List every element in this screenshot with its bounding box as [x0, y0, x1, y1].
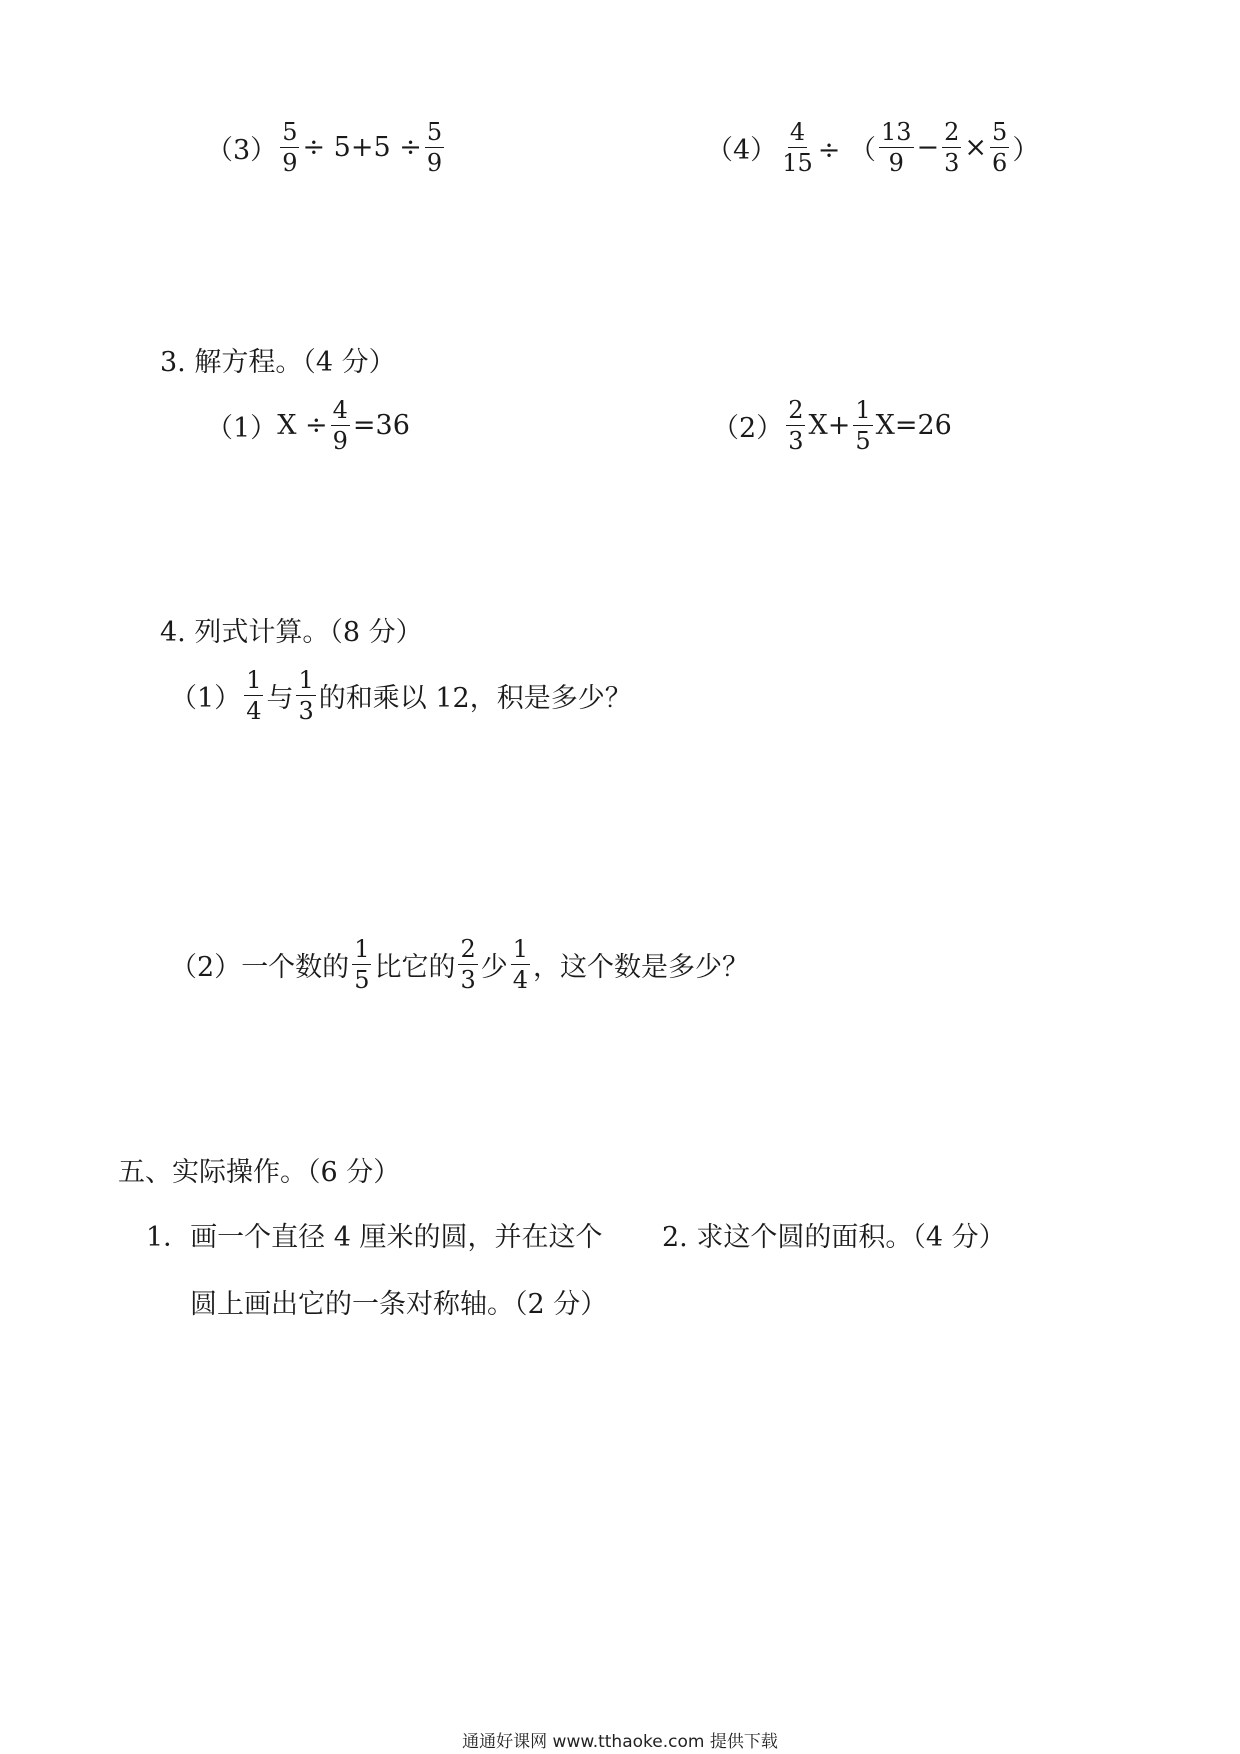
- expression-text: −: [916, 132, 940, 163]
- problem-label: （2）: [712, 413, 784, 444]
- problem-label: （4）: [706, 135, 778, 166]
- expression-text: ÷ （: [817, 135, 876, 166]
- problem-label: （3）: [206, 135, 278, 166]
- expression-text: =36: [352, 410, 410, 441]
- calc-problem-3: [206, 120, 447, 175]
- fraction: $\frac{2}{3}$: [788, 396, 804, 455]
- fraction: $\frac{2}{3}$: [460, 935, 476, 994]
- fraction: $\frac{1}{4}$: [512, 935, 529, 994]
- fraction: $\frac{1}{4}$: [246, 666, 262, 725]
- problem-text: 比它的: [374, 952, 456, 983]
- practice-item-1-line-1: 1．画一个直径 4 厘米的圆，并在这个: [146, 1222, 603, 1253]
- calc-problem-4: [706, 120, 1039, 175]
- footer-credit: 通通好课网 www.tthaoke.com 提供下载: [462, 1732, 778, 1752]
- fraction: $\frac{4}{15}$: [782, 118, 813, 177]
- fraction: $\frac{1}{5}$: [354, 935, 370, 994]
- problem-text: ，这个数是多少？: [533, 952, 750, 983]
- fraction: $\frac{1}{3}$: [298, 666, 314, 725]
- problem-label: （2）: [170, 952, 242, 983]
- problem-text: 与: [266, 683, 294, 714]
- problem-label: （1）: [170, 683, 242, 714]
- problem-text: 少: [480, 952, 508, 983]
- equation-1: [206, 398, 410, 453]
- problem-text: 一个数的: [241, 952, 350, 983]
- fraction: $\frac{2}{3}$: [944, 118, 960, 177]
- section-heading-practice: 五、实际操作。（6 分）: [118, 1157, 401, 1188]
- expression-text: X+: [808, 410, 851, 441]
- fraction: $\frac{5}{6}$: [992, 118, 1008, 177]
- problem-label: （1）: [206, 413, 278, 444]
- expression-text: ）: [1012, 135, 1040, 166]
- fraction: $\frac{4}{9}$: [332, 396, 348, 455]
- expression-text: ÷ 5+5 ÷: [302, 132, 422, 163]
- equation-2: [712, 398, 952, 453]
- expression-text: X ÷: [277, 410, 328, 441]
- fraction: $\frac{13}{9}$: [880, 118, 912, 177]
- word-problem-2: [170, 937, 749, 992]
- problem-text: 的和乘以 12，积是多少？: [318, 683, 632, 714]
- practice-item-1-line-2: 圆上画出它的一条对称轴。（2 分）: [190, 1289, 608, 1320]
- practice-item-2: 2. 求这个圆的面积。（4 分）: [662, 1222, 1006, 1253]
- fraction: $\frac{5}{9}$: [282, 118, 298, 177]
- fraction: $\frac{1}{5}$: [855, 396, 871, 455]
- expression-text: X=26: [875, 410, 952, 441]
- section-heading-word-calc: 4. 列式计算。（8 分）: [160, 617, 423, 648]
- section-heading-equations: 3. 解方程。（4 分）: [160, 347, 396, 378]
- word-problem-1: [170, 668, 632, 723]
- fraction: $\frac{5}{9}$: [426, 118, 443, 177]
- expression-text: ×: [964, 132, 988, 163]
